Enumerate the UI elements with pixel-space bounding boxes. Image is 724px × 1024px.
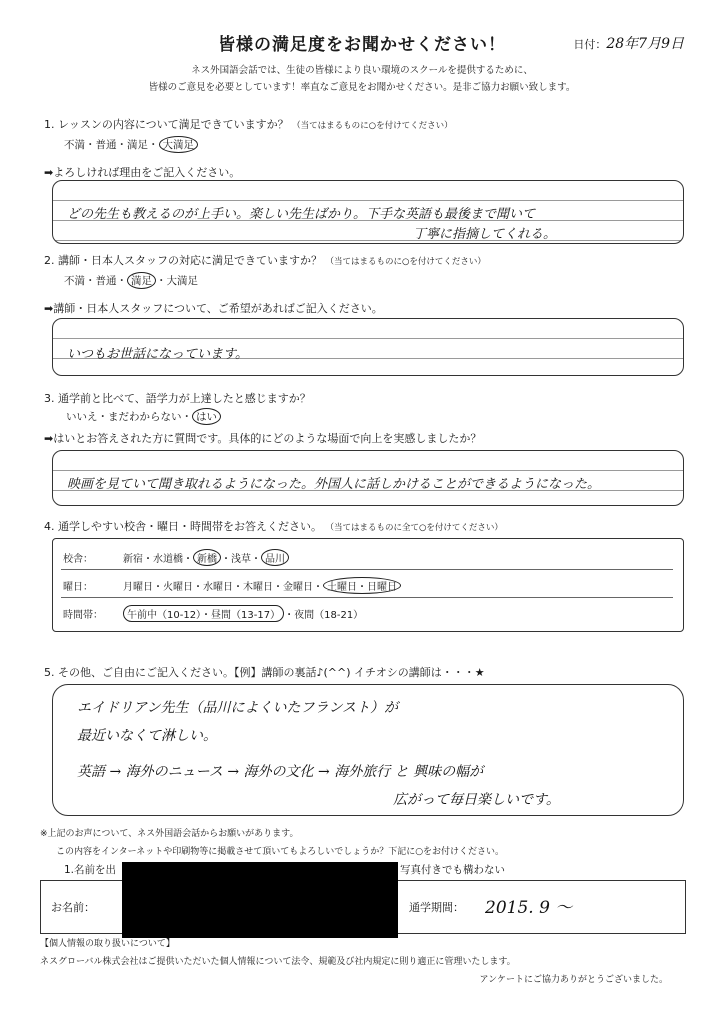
q5-question: 5. その他、ご自由にご記入ください。【例】講師の裏話♪(^^) イチオシの講師は・・・★ <box>44 666 485 679</box>
footer-note-2: この内容をインターネットや印刷物等に掲載させて頂いてもよろしいでしょうか？下記に○をお付けください。 <box>56 847 505 857</box>
page-title: 皆様の満足度をお聞かせください！ <box>218 35 506 55</box>
q3-options <box>66 408 221 425</box>
q4-day-b: 土曜日・日曜日 <box>323 577 401 594</box>
redaction-block <box>122 862 398 938</box>
q3-options-text: いいえ・まだわからない・ <box>66 411 192 423</box>
footer-note-3-left: 1.名前を出 <box>64 864 117 876</box>
q4-question <box>44 518 503 534</box>
q2-follow-label: ➡講師・日本人スタッフについて、ご希望があればご記入ください。 <box>44 302 383 315</box>
q1-follow-label: ➡よろしければ理由をご記入ください。 <box>44 166 241 179</box>
q3-answer-box <box>52 450 684 506</box>
q4-day-row <box>63 577 401 594</box>
q3-follow-label: ➡はいとお答えされた方に質問です。具体的にどのような場面で向上を実感しましたか？ <box>44 432 482 445</box>
q4-hint: （当てはまるものに全て○を付けてください） <box>325 523 503 533</box>
privacy-title: 【個人情報の取り扱いについて】 <box>40 939 175 949</box>
q4-time-b: ・夜間（18-21） <box>284 610 364 621</box>
q4-day-a: 月曜日・火曜日・水曜日・木曜日・金曜日・ <box>123 582 323 593</box>
q1-answer-line-1: どの先生も教えるのが上手い。楽しい先生ばかり。下手な英語も最後まで聞いて <box>67 207 536 222</box>
q2-options <box>64 272 198 289</box>
q3-answer: 映画を見ていて聞き取れるようになった。外国人に話しかけることができるようになった。 <box>67 477 601 492</box>
q4-time-row <box>63 605 363 622</box>
q2-answer-box <box>52 318 684 376</box>
q1-answer-box <box>52 180 684 244</box>
q1-options-text: 不満・普通・満足・ <box>64 139 159 151</box>
q1-selected-option: 大満足 <box>159 136 199 153</box>
q4-school-c: ・浅草・ <box>221 554 261 565</box>
q3-selected-option: はい <box>192 408 221 425</box>
date-value: 28年7月9日 <box>606 36 684 52</box>
q4-question-text: 4. 通学しやすい校舎・曜日・時間帯をお答えください。 <box>44 520 322 533</box>
q4-school-label: 校舎： <box>63 554 93 565</box>
q4-row-divider-2 <box>61 597 673 598</box>
q4-school-row <box>63 549 289 566</box>
q1-hint: （当てはまるものに○を付けてください） <box>292 121 453 131</box>
intro-text <box>60 62 664 96</box>
period-value: 2015. 9 ～ <box>485 898 573 918</box>
footer-note-3-right: 写真付きでも構わない <box>400 864 505 876</box>
q2-selected-option: 満足 <box>127 272 156 289</box>
q4-school-a: 新宿・水道橋・ <box>123 554 193 565</box>
q1-question-text: 1. レッスンの内容について満足できていますか？ <box>44 118 289 131</box>
q4-school-d: 品川 <box>261 549 289 566</box>
q2-answer: いつもお世話になっています。 <box>67 347 248 362</box>
q3-question: 3. 通学前と比べて、語学力が上達したと感じますか？ <box>44 392 311 405</box>
intro-line-2: 皆様のご意見を必要としています！率直なご意見をお聞かせください。是非ご協力お願い致します。 <box>148 82 576 93</box>
thanks-text: アンケートにご協力ありがとうございました。 <box>479 975 668 985</box>
q5-answer-box <box>52 684 684 816</box>
q5-answer-line-1: エイドリアン先生（品川によくいたフランスト）が <box>77 700 399 716</box>
q4-options-box <box>52 538 684 632</box>
q5-answer-line-4: 広がって毎日楽しいです。 <box>393 792 560 808</box>
privacy-text: ネスグローバル株式会社はご提供いただいた個人情報について法令、規範及び社内規定に則り適正に管理いたします。 <box>40 957 516 967</box>
q5-answer-line-3: 英語 → 海外のニュース → 海外の文化 → 海外旅行 と 興味の幅が <box>77 764 484 780</box>
q2-question-text: 2. 講師・日本人スタッフの対応に満足できていますか？ <box>44 254 322 267</box>
q4-time-label: 時間帯： <box>63 610 103 621</box>
date-label: 日付： <box>573 38 607 51</box>
q1-options <box>64 136 198 153</box>
q4-day-label: 曜日： <box>63 582 93 593</box>
q2-question <box>44 252 486 268</box>
q4-time-a: 午前中（10-12）・昼間（13-17） <box>123 605 284 622</box>
period-label: 通学期間： <box>409 901 464 914</box>
intro-line-1: ネス外国語会話では、生徒の皆様により良い環境のスクールを提供するために、 <box>191 65 533 76</box>
q5-answer-line-2: 最近いなくて淋しい。 <box>77 728 217 744</box>
q1-answer-line-2: 丁寧に指摘してくれる。 <box>413 227 557 242</box>
name-label: お名前： <box>51 901 95 914</box>
q2-options-before: 不満・普通・ <box>64 275 127 287</box>
date-field <box>573 33 684 53</box>
q2-options-after: ・大満足 <box>156 275 198 287</box>
footer-note-1: ※上記のお声について、ネス外国語会話からお願いがあります。 <box>40 829 299 839</box>
q4-school-b: 新橋 <box>193 549 221 566</box>
q2-hint: （当てはまるものに○を付けてください） <box>325 257 486 267</box>
q4-row-divider-1 <box>61 569 673 570</box>
q1-question <box>44 116 453 132</box>
